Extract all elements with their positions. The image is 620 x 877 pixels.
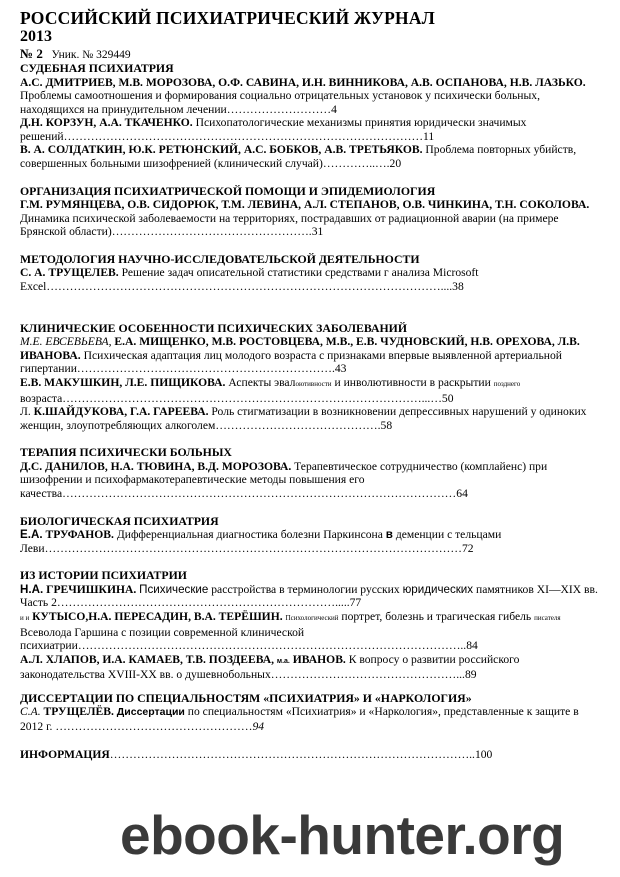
entry-authors-lead: Л. xyxy=(20,405,31,419)
entry-authors-sans: Е.А. xyxy=(20,528,43,542)
spacer xyxy=(20,171,602,185)
section-title: СУДЕБНАЯ ПСИХИАТРИЯ xyxy=(20,61,174,75)
entry-authors: Д.Н. КОРЗУН, А.А. ТКАЧЕНКО. xyxy=(20,116,193,130)
spacer xyxy=(20,501,602,515)
toc-entry[interactable] xyxy=(20,748,602,762)
toc-entry[interactable] xyxy=(20,405,602,432)
toc-entry[interactable] xyxy=(20,143,602,170)
entry-text: возраста…………………………………………………………………………………...…50 xyxy=(20,391,454,405)
entry-authors-sans: Н.А. xyxy=(20,582,44,596)
entry-authors: Е.А. МИЩЕНКО, М.В. РОСТОВЦЕВА, М.В., Е.В. ЧУДНОВСКИЙ, Н.В. ОРЕХОВА, Л.В. ИВАНОВА. xyxy=(20,335,580,362)
toc-entry[interactable] xyxy=(20,266,602,293)
entry-text: Роль стигматизации в возникновении депрессивных нарушений у одиноких женщин, злоупотребляющих алкоголем…………………………………….58 xyxy=(20,405,587,432)
section-title: ТЕРАПИЯ ПСИХИЧЕСКИ БОЛЬНЫХ xyxy=(20,445,232,460)
section-title: ИНФОРМАЦИЯ xyxy=(20,747,110,761)
entry-authors: ГРЕЧИШКИНА. xyxy=(46,582,137,596)
toc-entry[interactable] xyxy=(20,528,602,555)
entry-authors: ИВАНОВ. xyxy=(292,652,346,666)
entry-word: в xyxy=(385,528,393,542)
entry-authors: К.ШАЙДУКОВА, Г.А. ГАРЕЕВА. xyxy=(33,405,209,419)
issue-line xyxy=(20,47,602,62)
issue-id: Уник. № 329449 xyxy=(51,49,131,61)
entry-text: Терапевтическое сотрудничество (комплайенс) при шизофрении и психофармакотерапевтические методы повышения его качества…………………………………………………………………………………………64 xyxy=(20,459,548,500)
entry-authors: А.Л. ХЛАПОВ, И.А. КАМАЕВ, Т.В. ПОЗДЕЕВА, xyxy=(20,652,274,666)
watermark: ebook-hunter.org xyxy=(120,804,565,866)
entry-authors: ТРУЩЕЛЁВ. xyxy=(43,705,114,719)
toc-entry[interactable] xyxy=(20,705,602,733)
entry-text: Психическая адаптация лиц молодого возраста с признаками впервые выявленной артериальной гипертании………………………………………………………….43 xyxy=(20,348,562,376)
toc-entry[interactable] xyxy=(20,116,602,143)
entry-text: и инволютивности в раскрытии xyxy=(334,375,491,389)
entry-text: …………………………………………………………………………………..100 xyxy=(109,747,493,761)
toc-entry[interactable] xyxy=(20,460,602,501)
entry-small-text: позднего xyxy=(493,379,521,388)
entry-word: Диссертации xyxy=(116,706,185,719)
entry-text: деменции с тельцами Леви………………………………………………………………………………………………72 xyxy=(20,528,502,555)
entry-text: Психопатологические механизмы принятия юридически значимых решений…………………………………………………………………………………11 xyxy=(20,116,527,143)
entry-small-text: писателя xyxy=(534,613,561,622)
journal-year: 2013 xyxy=(20,28,52,45)
entry-text: Дифференциальная диагностика болезни Паркинсона xyxy=(116,528,383,542)
section-title: БИОЛОГИЧЕСКАЯ ПСИХИАТРИЯ xyxy=(20,513,219,528)
entry-text: портрет, болезнь и трагическая гибель xyxy=(341,609,532,623)
entry-authors: Е.В. МАКУШКИН, Л.Е. ПИЩИКОВА. xyxy=(20,375,226,389)
entry-text: расстройства в терминологии русских xyxy=(211,582,400,596)
entry-authors: В. А. СОЛДАТКИН, Ю.К. РЕТЮНСКИЙ, А.С. БОБКОВ, А.В. ТРЕТЬЯКОВ. xyxy=(20,143,423,157)
spacer xyxy=(20,555,602,569)
entry-text: Аспекты эвал xyxy=(228,375,296,389)
entry-small-text: и и xyxy=(20,613,30,622)
spacer xyxy=(20,432,602,446)
entry-authors: А.С. ДМИТРИЕВ, М.В. МОРОЗОВА, О.Ф. САВИНА, И.Н. ВИННИКОВА, А.В. ОСПАНОВА, Н.В. ЛАЗЬКО. xyxy=(20,75,586,89)
entry-text: Всеволода Гаршина с позиции современной клинической психиатрии………………………………………………………………………………………..84 xyxy=(20,625,478,653)
section-title: МЕТОДОЛОГИЯ НАУЧНО-ИССЛЕДОВАТЕЛЬСКОЙ ДЕЯТЕЛЬНОСТИ xyxy=(20,251,420,266)
entry-small-text: м.а. xyxy=(276,657,290,665)
document-page xyxy=(20,8,602,761)
toc-entry[interactable] xyxy=(20,583,602,610)
toc-entry[interactable] xyxy=(20,376,602,405)
section-title: КЛИНИЧЕСКИЕ ОСОБЕННОСТИ ПСИХИЧЕСКИХ ЗАБОЛЕВАНИЙ xyxy=(20,320,408,335)
spacer xyxy=(20,239,602,253)
entry-text: К вопросу о развитии российского законодательства XVIII-XX вв. о душевнобольных…………………………………………...89 xyxy=(20,652,520,682)
toc-entry[interactable] xyxy=(20,653,602,682)
journal-title: РОССИЙСКИЙ ПСИХИАТРИЧЕСКИЙ ЖУРНАЛ xyxy=(20,8,435,28)
entry-text: Решение задач описательной статистики средствами г анализа Microsoft Excel…………………………………………………………………………………………....38 xyxy=(20,266,479,294)
entry-authors: Д.С. ДАНИЛОВ, Н.А. ТЮВИНА, В.Д. МОРОЗОВА. xyxy=(20,459,292,473)
entry-text: по специальностям «Психиатрия» и «Наркология», представленные к защите в 2012 г. …………………………………………… xyxy=(20,705,579,733)
entry-authors: Г.М. РУМЯНЦЕВА, О.В. СИДОРЮК, Т.М. ЛЕВИНА, А.Л. СТЕПАНОВ, О.В. ЧИНКИНА, Т.Н. СОКОЛОВА. xyxy=(20,198,590,212)
entry-text: Динамика психической заболеваемости на территориях, пострадавших от радиационной аварии (на примере Брянской области)…………………………………………….31 xyxy=(20,211,559,239)
entry-authors: С. А. ТРУЩЕЛЕВ. xyxy=(20,266,119,280)
issue-number: № 2 xyxy=(20,46,43,61)
entry-text: Проблемы самоотношения и формирования социально отрицательных установок у психически больных, находящихся на принудительном лечении………………………4 xyxy=(20,89,540,116)
entry-text: памятников XI—XIX вв. Часть 2……………………………………………………………….....77 xyxy=(20,582,598,610)
toc-entry[interactable] xyxy=(20,198,602,239)
section-title: ОРГАНИЗАЦИЯ ПСИХИАТРИЧЕСКОЙ ПОМОЩИ И ЭПИДЕМИОЛОГИЯ xyxy=(20,183,436,198)
entry-page: 94 xyxy=(252,720,265,733)
toc-entry[interactable] xyxy=(20,335,602,376)
entry-word: юридических xyxy=(402,582,474,596)
entry-word: Психические xyxy=(139,582,209,596)
toc-entry[interactable] xyxy=(20,76,602,117)
toc-entry[interactable] xyxy=(20,610,602,653)
entry-authors: ТРУФАНОВ. xyxy=(45,528,114,542)
entry-authors: КУТЫСО,Н.А. ПЕРЕСАДИН, В.А. ТЕРЁШИН. xyxy=(32,609,283,623)
section-title: ИЗ ИСТОРИИ ПСИХИАТРИИ xyxy=(20,568,187,583)
entry-text: Проблема повторных убийств, совершенных больными шизофренией (клинический случай)…………..….20 xyxy=(20,143,577,171)
entry-authors-italic: С.А. xyxy=(20,705,41,719)
spacer xyxy=(20,734,602,748)
entry-small-text: оютивности xyxy=(295,379,332,388)
spacer xyxy=(20,294,602,322)
entry-authors-italic: М.Е. ЕВСЕВЬЕВА, xyxy=(20,335,112,349)
section-title: ДИССЕРТАЦИИ ПО СПЕЦИАЛЬНОСТЯМ «ПСИХИАТРИЯ» И «НАРКОЛОГИЯ» xyxy=(20,690,472,705)
entry-small-text: Психологический xyxy=(285,613,339,622)
